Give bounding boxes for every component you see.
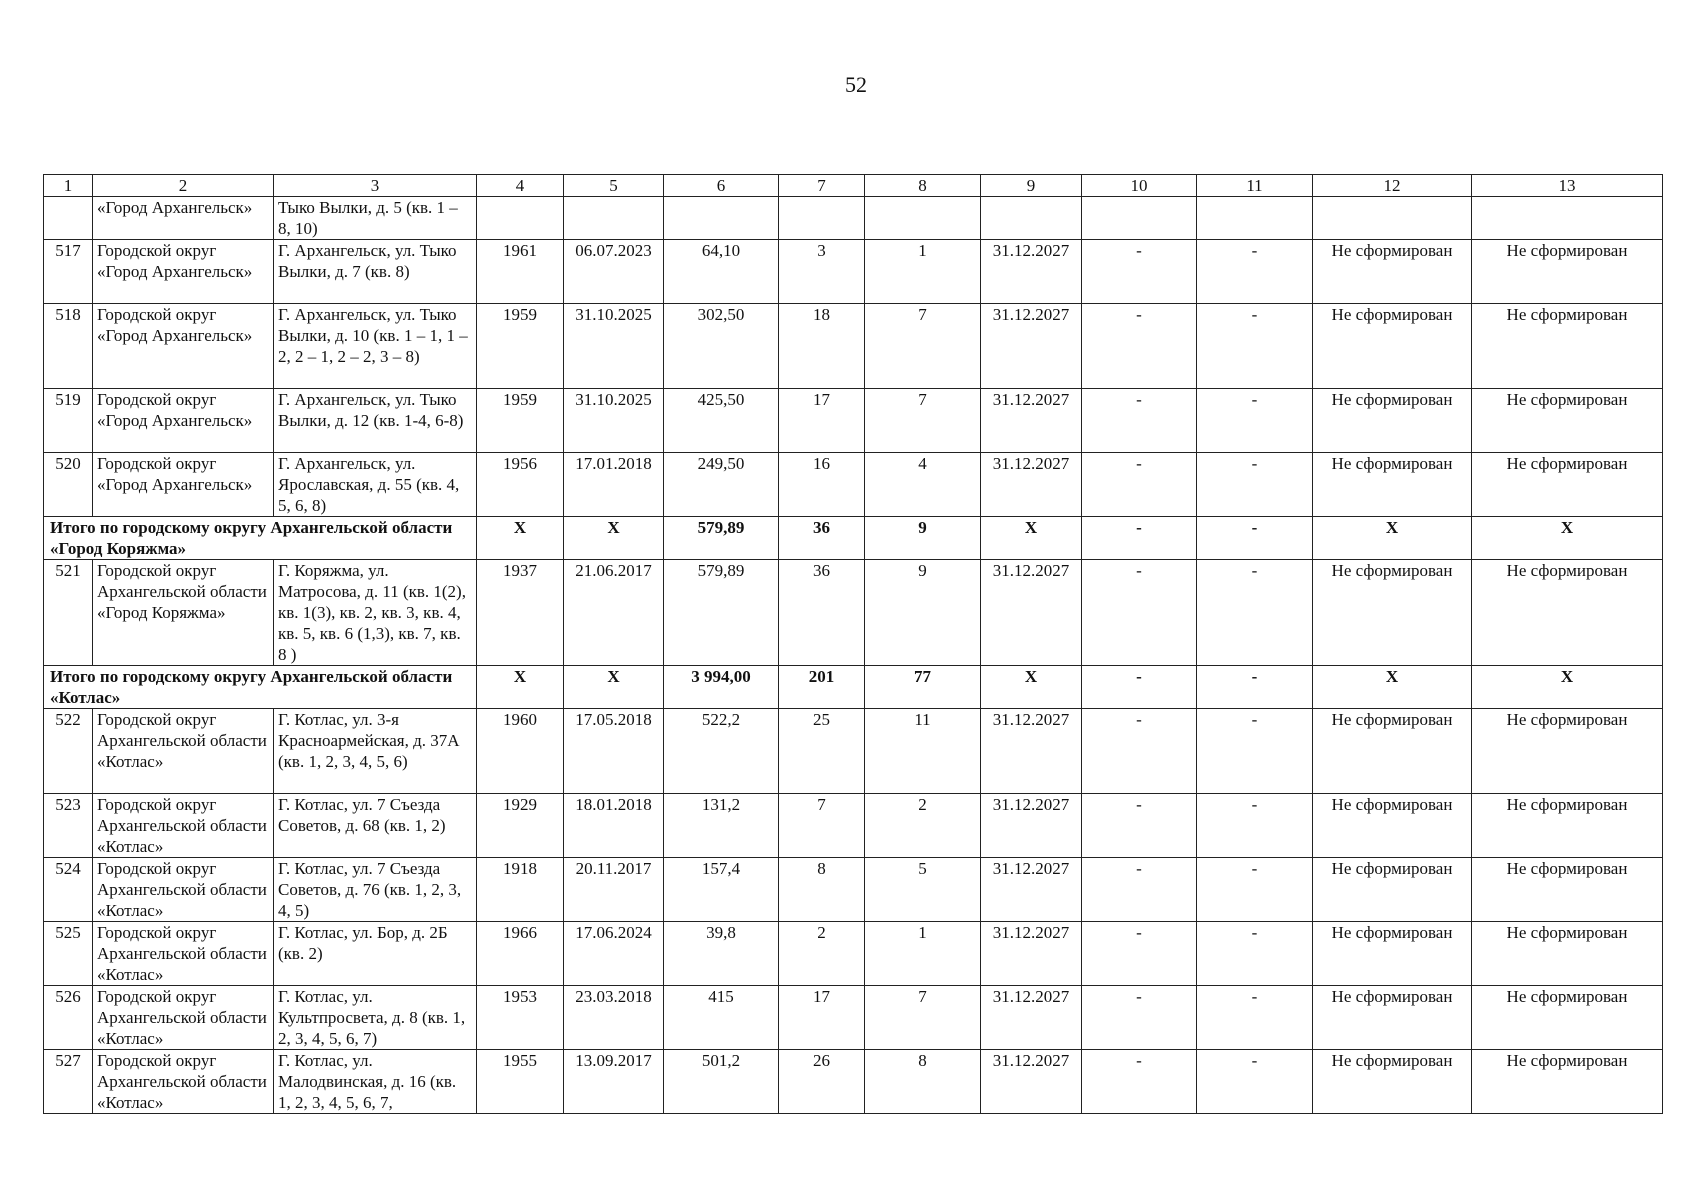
housing-registry-table	[43, 174, 1663, 1114]
cell-year: X	[477, 517, 564, 560]
cell-deadline: 31.12.2027	[981, 453, 1082, 517]
cell-num: 517	[44, 240, 93, 304]
table-row	[44, 389, 1663, 453]
cell-c11: -	[1197, 666, 1313, 709]
cell-deadline: 31.12.2027	[981, 1050, 1082, 1114]
cell-year: 1937	[477, 560, 564, 666]
column-header: 5	[564, 175, 664, 197]
cell-num: 521	[44, 560, 93, 666]
cell-c13: X	[1472, 517, 1663, 560]
cell-deadline: X	[981, 517, 1082, 560]
cell-num: 523	[44, 794, 93, 858]
cell-year: 1953	[477, 986, 564, 1050]
cell-c12: X	[1313, 517, 1472, 560]
cell-apartments: 9	[865, 560, 981, 666]
cell-c11: -	[1197, 922, 1313, 986]
cell-address: Г. Котлас, ул. 7 Съезда Советов, д. 68 (кв. 1, 2)	[274, 794, 477, 858]
cell-c13: X	[1472, 666, 1663, 709]
cell-year: 1959	[477, 389, 564, 453]
column-header: 12	[1313, 175, 1472, 197]
cell-date: 17.05.2018	[564, 709, 664, 794]
cell-residents: 25	[779, 709, 865, 794]
cell-c12: Не сформирован	[1313, 858, 1472, 922]
cell-date: 20.11.2017	[564, 858, 664, 922]
cell-deadline: 31.12.2027	[981, 240, 1082, 304]
cell-c12: Не сформирован	[1313, 240, 1472, 304]
cell-year: 1956	[477, 453, 564, 517]
cell-c10	[1082, 197, 1197, 240]
cell-c11: -	[1197, 517, 1313, 560]
cell-c10: -	[1082, 709, 1197, 794]
cell-residents: 3	[779, 240, 865, 304]
cell-date	[564, 197, 664, 240]
cell-num: 525	[44, 922, 93, 986]
cell-num: 527	[44, 1050, 93, 1114]
cell-year: 1955	[477, 1050, 564, 1114]
cell-c11: -	[1197, 858, 1313, 922]
cell-num: 522	[44, 709, 93, 794]
cell-date: X	[564, 517, 664, 560]
cell-deadline: 31.12.2027	[981, 922, 1082, 986]
column-header: 10	[1082, 175, 1197, 197]
cell-c12: Не сформирован	[1313, 389, 1472, 453]
cell-date: 13.09.2017	[564, 1050, 664, 1114]
cell-municipality: Городской округ Архангельской области «Котлас»	[93, 1050, 274, 1114]
cell-apartments	[865, 197, 981, 240]
cell-date: 18.01.2018	[564, 794, 664, 858]
cell-c13: Не сформирован	[1472, 986, 1663, 1050]
cell-apartments: 1	[865, 240, 981, 304]
cell-area: 425,50	[664, 389, 779, 453]
cell-date: 21.06.2017	[564, 560, 664, 666]
cell-c10: -	[1082, 240, 1197, 304]
cell-num: 519	[44, 389, 93, 453]
cell-deadline: 31.12.2027	[981, 858, 1082, 922]
cell-address: Г. Котлас, ул. Малодвинская, д. 16 (кв. 1, 2, 3, 4, 5, 6, 7,	[274, 1050, 477, 1114]
cell-c12: Не сформирован	[1313, 304, 1472, 389]
cell-c12: X	[1313, 666, 1472, 709]
subtotal-row	[44, 517, 1663, 560]
cell-area: 64,10	[664, 240, 779, 304]
cell-residents: 26	[779, 1050, 865, 1114]
column-header: 3	[274, 175, 477, 197]
cell-c11	[1197, 197, 1313, 240]
cell-area: 131,2	[664, 794, 779, 858]
cell-deadline: 31.12.2027	[981, 560, 1082, 666]
cell-residents: 201	[779, 666, 865, 709]
table-row	[44, 1050, 1663, 1114]
column-header: 4	[477, 175, 564, 197]
cell-residents: 18	[779, 304, 865, 389]
cell-residents: 17	[779, 389, 865, 453]
cell-residents: 36	[779, 517, 865, 560]
cell-area: 302,50	[664, 304, 779, 389]
cell-address: Г. Котлас, ул. Бор, д. 2Б (кв. 2)	[274, 922, 477, 986]
cell-municipality: Городской округ Архангельской области «Котлас»	[93, 986, 274, 1050]
cell-year	[477, 197, 564, 240]
cell-residents: 36	[779, 560, 865, 666]
cell-date: 23.03.2018	[564, 986, 664, 1050]
table-row	[44, 794, 1663, 858]
cell-deadline: X	[981, 666, 1082, 709]
cell-date: 31.10.2025	[564, 304, 664, 389]
cell-municipality: Городской округ Архангельской области «Котлас»	[93, 794, 274, 858]
cell-municipality: Городской округ «Город Архангельск»	[93, 389, 274, 453]
cell-c11: -	[1197, 709, 1313, 794]
cell-c13: Не сформирован	[1472, 922, 1663, 986]
cell-c11: -	[1197, 240, 1313, 304]
cell-c13	[1472, 197, 1663, 240]
table-body	[44, 175, 1663, 1114]
cell-apartments: 9	[865, 517, 981, 560]
column-header: 11	[1197, 175, 1313, 197]
table-row	[44, 453, 1663, 517]
cell-date: X	[564, 666, 664, 709]
cell-c11: -	[1197, 560, 1313, 666]
cell-c10: -	[1082, 922, 1197, 986]
cell-area: 579,89	[664, 517, 779, 560]
cell-residents: 2	[779, 922, 865, 986]
table-row	[44, 986, 1663, 1050]
cell-c10: -	[1082, 858, 1197, 922]
cell-c13: Не сформирован	[1472, 560, 1663, 666]
cell-c11: -	[1197, 794, 1313, 858]
cell-c10: -	[1082, 794, 1197, 858]
subtotal-label: Итого по городскому округу Архангельской области «Город Коряжма»	[44, 517, 477, 560]
cell-address: Г. Котлас, ул. 7 Съезда Советов, д. 76 (кв. 1, 2, 3, 4, 5)	[274, 858, 477, 922]
cell-date: 17.01.2018	[564, 453, 664, 517]
cell-num: 524	[44, 858, 93, 922]
cell-deadline: 31.12.2027	[981, 304, 1082, 389]
cell-apartments: 7	[865, 986, 981, 1050]
table-row	[44, 922, 1663, 986]
cell-c13: Не сформирован	[1472, 240, 1663, 304]
cell-municipality: Городской округ Архангельской области «Котлас»	[93, 922, 274, 986]
column-header: 9	[981, 175, 1082, 197]
cell-c12: Не сформирован	[1313, 922, 1472, 986]
cell-apartments: 11	[865, 709, 981, 794]
cell-apartments: 7	[865, 389, 981, 453]
cell-residents: 17	[779, 986, 865, 1050]
cell-deadline: 31.12.2027	[981, 709, 1082, 794]
cell-apartments: 1	[865, 922, 981, 986]
cell-deadline: 31.12.2027	[981, 389, 1082, 453]
cell-residents: 16	[779, 453, 865, 517]
cell-c12: Не сформирован	[1313, 986, 1472, 1050]
cell-address: Г. Архангельск, ул. Тыко Вылки, д. 10 (кв. 1 – 1, 1 – 2, 2 – 1, 2 – 2, 3 – 8)	[274, 304, 477, 389]
column-header: 1	[44, 175, 93, 197]
cell-c13: Не сформирован	[1472, 304, 1663, 389]
column-header: 8	[865, 175, 981, 197]
page-number: 52	[845, 72, 867, 97]
cell-apartments: 77	[865, 666, 981, 709]
cell-c13: Не сформирован	[1472, 709, 1663, 794]
cell-c13: Не сформирован	[1472, 794, 1663, 858]
cell-num	[44, 197, 93, 240]
cell-num: 518	[44, 304, 93, 389]
cell-c11: -	[1197, 304, 1313, 389]
cell-c13: Не сформирован	[1472, 389, 1663, 453]
cell-c10: -	[1082, 517, 1197, 560]
cell-address: Г. Котлас, ул. 3-я Красноармейская, д. 37А (кв. 1, 2, 3, 4, 5, 6)	[274, 709, 477, 794]
cell-address: Г. Архангельск, ул. Тыко Вылки, д. 12 (кв. 1-4, 6-8)	[274, 389, 477, 453]
table-row	[44, 240, 1663, 304]
subtotal-row	[44, 666, 1663, 709]
cell-c10: -	[1082, 453, 1197, 517]
cell-area: 39,8	[664, 922, 779, 986]
cell-municipality: Городской округ «Город Архангельск»	[93, 240, 274, 304]
cell-apartments: 8	[865, 1050, 981, 1114]
cell-c12: Не сформирован	[1313, 453, 1472, 517]
cell-area: 501,2	[664, 1050, 779, 1114]
column-header: 7	[779, 175, 865, 197]
cell-apartments: 5	[865, 858, 981, 922]
cell-residents	[779, 197, 865, 240]
table-row	[44, 560, 1663, 666]
cell-c10: -	[1082, 560, 1197, 666]
cell-address: Г. Архангельск, ул. Ярославская, д. 55 (кв. 4, 5, 6, 8)	[274, 453, 477, 517]
cell-year: 1960	[477, 709, 564, 794]
cell-year: 1961	[477, 240, 564, 304]
column-header: 13	[1472, 175, 1663, 197]
table-row	[44, 858, 1663, 922]
cell-c11: -	[1197, 1050, 1313, 1114]
cell-year: 1918	[477, 858, 564, 922]
cell-c10: -	[1082, 1050, 1197, 1114]
cell-c12: Не сформирован	[1313, 560, 1472, 666]
cell-municipality: Городской округ Архангельской области «Город Коряжма»	[93, 560, 274, 666]
cell-c12	[1313, 197, 1472, 240]
cell-c11: -	[1197, 986, 1313, 1050]
table-row	[44, 709, 1663, 794]
cell-area	[664, 197, 779, 240]
cell-area: 522,2	[664, 709, 779, 794]
cell-c10: -	[1082, 389, 1197, 453]
cell-c12: Не сформирован	[1313, 794, 1472, 858]
cell-area: 415	[664, 986, 779, 1050]
cell-municipality: «Город Архангельск»	[93, 197, 274, 240]
cell-num: 520	[44, 453, 93, 517]
cell-c10: -	[1082, 986, 1197, 1050]
cell-municipality: Городской округ Архангельской области «Котлас»	[93, 709, 274, 794]
cell-area: 157,4	[664, 858, 779, 922]
table-row	[44, 197, 1663, 240]
cell-c13: Не сформирован	[1472, 453, 1663, 517]
cell-c11: -	[1197, 389, 1313, 453]
cell-c11: -	[1197, 453, 1313, 517]
cell-municipality: Городской округ «Город Архангельск»	[93, 453, 274, 517]
cell-municipality: Городской округ Архангельской области «Котлас»	[93, 858, 274, 922]
cell-residents: 8	[779, 858, 865, 922]
cell-address: Г. Архангельск, ул. Тыко Вылки, д. 7 (кв. 8)	[274, 240, 477, 304]
column-header: 2	[93, 175, 274, 197]
cell-residents: 7	[779, 794, 865, 858]
cell-address: Г. Котлас, ул. Культпросвета, д. 8 (кв. 1, 2, 3, 4, 5, 6, 7)	[274, 986, 477, 1050]
cell-municipality: Городской округ «Город Архангельск»	[93, 304, 274, 389]
column-header: 6	[664, 175, 779, 197]
cell-area: 3 994,00	[664, 666, 779, 709]
cell-apartments: 2	[865, 794, 981, 858]
cell-year: X	[477, 666, 564, 709]
cell-date: 31.10.2025	[564, 389, 664, 453]
cell-apartments: 7	[865, 304, 981, 389]
cell-c10: -	[1082, 304, 1197, 389]
cell-c12: Не сформирован	[1313, 709, 1472, 794]
cell-apartments: 4	[865, 453, 981, 517]
cell-area: 579,89	[664, 560, 779, 666]
cell-num: 526	[44, 986, 93, 1050]
cell-year: 1929	[477, 794, 564, 858]
cell-year: 1966	[477, 922, 564, 986]
cell-year: 1959	[477, 304, 564, 389]
cell-c12: Не сформирован	[1313, 1050, 1472, 1114]
cell-date: 17.06.2024	[564, 922, 664, 986]
cell-deadline: 31.12.2027	[981, 794, 1082, 858]
cell-address: Г. Коряжма, ул. Матросова, д. 11 (кв. 1(2), кв. 1(3), кв. 2, кв. 3, кв. 4, кв. 5, кв. 6 (1,3), кв. 7, кв. 8 )	[274, 560, 477, 666]
table-row	[44, 304, 1663, 389]
cell-c13: Не сформирован	[1472, 858, 1663, 922]
subtotal-label: Итого по городскому округу Архангельской области «Котлас»	[44, 666, 477, 709]
cell-date: 06.07.2023	[564, 240, 664, 304]
cell-area: 249,50	[664, 453, 779, 517]
cell-c13: Не сформирован	[1472, 1050, 1663, 1114]
cell-deadline	[981, 197, 1082, 240]
cell-deadline: 31.12.2027	[981, 986, 1082, 1050]
header-row	[44, 175, 1663, 197]
cell-address: Тыко Вылки, д. 5 (кв. 1 – 8, 10)	[274, 197, 477, 240]
cell-c10: -	[1082, 666, 1197, 709]
